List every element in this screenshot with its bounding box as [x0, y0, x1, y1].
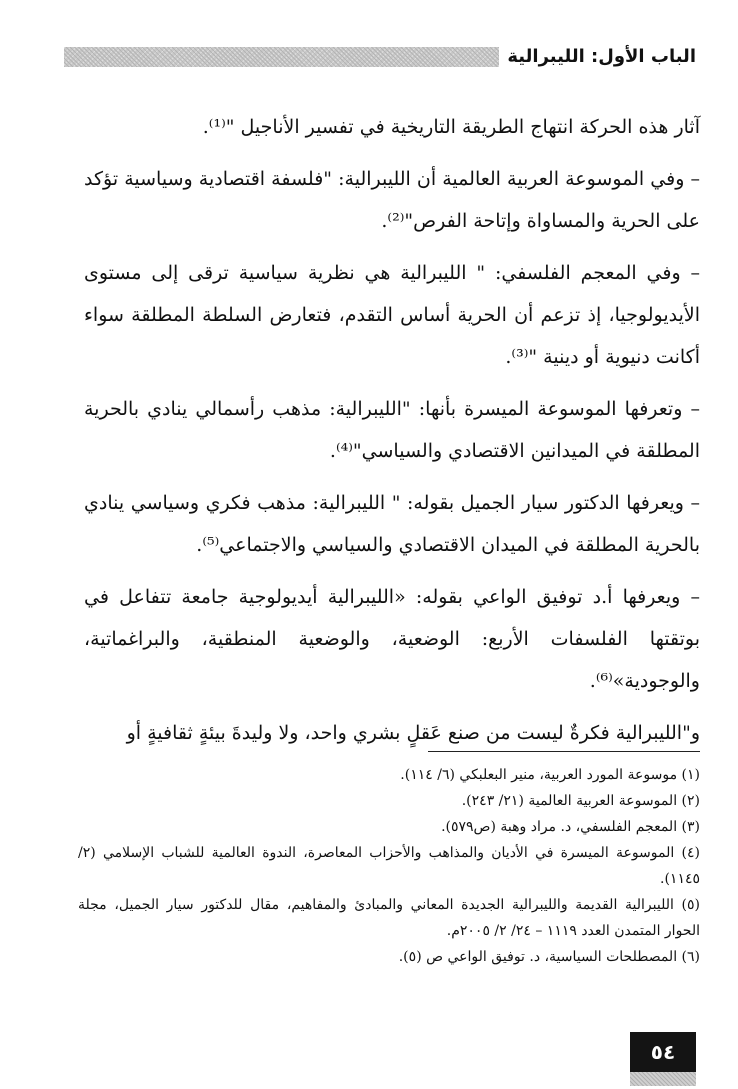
paragraph: – وفي المعجم الفلسفي: " الليبرالية هي نظرية سياسية ترقى إلى مستوى الأيديولوجيا، إذ تزعم أن الحرية أساس التقدم، فتعارض السلطة المطلقة سواء أكانت دنيوية أو دينية "⁽³⁾. — [84, 262, 700, 368]
paragraph: آثار هذه الحركة انتهاج الطريقة التاريخية في تفسير الأناجيل "⁽¹⁾. — [202, 116, 700, 138]
paragraph: – وفي الموسوعة العربية العالمية أن الليبرالية: "فلسفة اقتصادية وسياسية تؤكد على الحرية والمساواة وإتاحة الفرص"⁽²⁾. — [84, 168, 700, 232]
main-text — [84, 106, 700, 764]
page-number-pattern — [630, 1072, 696, 1086]
paragraph: – ويعرفها الدكتور سيار الجميل بقوله: " الليبرالية: مذهب فكري وسياسي ينادي بالحرية المطلقة في الميدان الاقتصادي والسياسي والاجتماعي⁽⁵⁾. — [84, 492, 700, 556]
paragraph: – وتعرفها الموسوعة الميسرة بأنها: "الليبرالية: مذهب رأسمالي ينادي بالحرية المطلقة في الميدانين الاقتصادي والسياسي"⁽⁴⁾. — [84, 398, 700, 462]
footnotes — [78, 762, 700, 970]
header-pattern-bar — [64, 47, 504, 67]
footnote: (٤) الموسوعة الميسرة في الأديان والمذاهب والأحزاب المعاصرة، الندوة العالمية للشباب الإسلامي (٢/ ١١٤٥). — [78, 845, 700, 887]
footnote: (٢) الموسوعة العربية العالمية (٢١/ ٢٤٣). — [461, 793, 700, 809]
footnote: (٣) المعجم الفلسفي، د. مراد وهبة (ص٥٧٩). — [441, 819, 700, 835]
running-header — [64, 44, 696, 70]
footnote-divider — [428, 751, 700, 752]
footnote: (٥) الليبرالية القديمة والليبرالية الجديدة المعاني والمبادئ والمفاهيم، مقال للدكتور سيار الجميل، مجلة الحوار المتمدن العدد ١١١٩ – ٢٤/ ٢/ ٢٠٠٥م. — [78, 897, 700, 939]
footnote: (٦) المصطلحات السياسية، د. توفيق الواعي ص (٥). — [398, 949, 700, 965]
chapter-title: الباب الأول: الليبرالية — [499, 44, 696, 70]
paragraph: – ويعرفها أ.د توفيق الواعي بقوله: «الليبرالية أيديولوجية جامعة تتفاعل في بوتقتها الفلسفات الأربع: الوضعية، والوضعية المنطقية، والبراغماتية، والوجودية»⁽⁶⁾. — [84, 586, 700, 692]
page-number: ٥٤ — [630, 1032, 696, 1072]
footnote: (١) موسوعة المورد العربية، منير البعلبكي (٦/ ١١٤). — [400, 767, 700, 783]
paragraph: و"الليبرالية فكرةٌ ليست من صنع عَقلٍ بشري واحد، ولا وليدةَ بيئةٍ ثقافيةٍ أو — [126, 722, 700, 744]
